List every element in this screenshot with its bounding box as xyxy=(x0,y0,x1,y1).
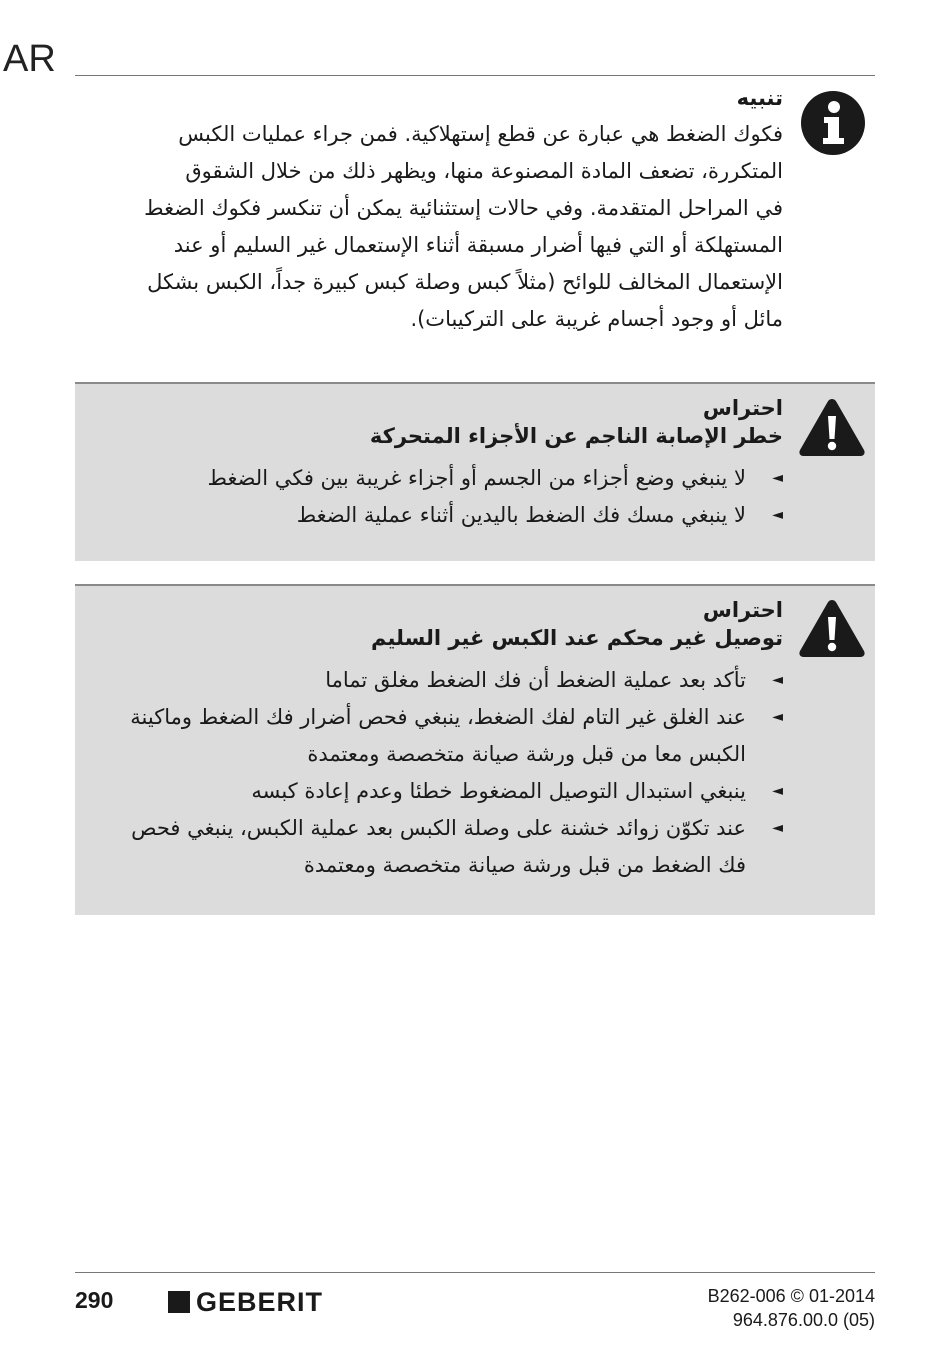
caution-title: خطر الإصابة الناجم عن الأجزاء المتحركة xyxy=(369,424,783,448)
brand-logo xyxy=(168,1287,323,1317)
language-code: AR xyxy=(3,38,56,80)
info-icon xyxy=(800,90,866,156)
list-item-text: عند تكوّن زوائد خشنة على وصلة الكبس بعد عملية الكبس، ينبغي فحص xyxy=(131,816,746,840)
note-line: المتكررة، تضعف المادة المصنوعة منها، ويظهر ذلك من خلال الشقوق xyxy=(185,159,783,183)
doc-reference: B262-006 © 01-2014 xyxy=(707,1286,875,1306)
warning-triangle-icon xyxy=(798,598,866,658)
footer-divider xyxy=(75,1272,875,1273)
document-info xyxy=(708,1284,875,1332)
list-item xyxy=(83,773,783,810)
note-line: مائل أو وجود أجسام غريبة على التركيبات). xyxy=(410,307,783,331)
caution-label: احتراس xyxy=(702,598,783,622)
bullet-triangle-icon: ◄ xyxy=(772,507,783,523)
list-item xyxy=(83,699,783,773)
warning-triangle-icon xyxy=(798,397,866,457)
caution-label: احتراس xyxy=(702,396,783,420)
note-title: تنبيه xyxy=(736,86,783,110)
brand-name: GEBERIT xyxy=(196,1286,324,1317)
caution-title: توصيل غير محكم عند الكبس غير السليم xyxy=(371,626,783,650)
bullet-triangle-icon: ◄ xyxy=(772,820,783,836)
caution-improper-connection xyxy=(83,596,783,884)
note-line: في المراحل المتقدمة. وفي حالات إستثنائية يمكن أن تنكسر فكوك الضغط xyxy=(144,196,783,220)
list-item xyxy=(83,460,783,497)
bullet-triangle-icon: ◄ xyxy=(772,709,783,725)
bullet-triangle-icon: ◄ xyxy=(772,470,783,486)
note-line: الإستعمال المخالف للوائح (مثلاً كبس وصلة كبس كبيرة جداً، الكبس بشكل xyxy=(147,270,783,294)
caution-list xyxy=(83,662,783,884)
bullet-triangle-icon: ◄ xyxy=(772,672,783,688)
list-item-text: ينبغي استبدال التوصيل المضغوط خطئا وعدم إعادة كبسه xyxy=(251,779,746,803)
page-number: 290 xyxy=(75,1287,114,1313)
doc-number: 964.876.00.0 (05) xyxy=(732,1310,875,1330)
caution-moving-parts xyxy=(83,394,783,534)
note-line: فكوك الضغط هي عبارة عن قطع إستهلاكية. فمن جراء عمليات الكبس xyxy=(178,122,783,146)
note-body xyxy=(113,116,783,338)
note-block xyxy=(113,84,783,338)
note-line: المستهلكة أو التي فيها أضرار مسبقة أثناء الإستعمال غير السليم أو عند xyxy=(173,233,783,257)
list-item xyxy=(83,497,783,534)
list-item-text: لا ينبغي وضع أجزاء من الجسم أو أجزاء غريبة بين فكي الضغط xyxy=(207,466,746,490)
list-item-text: عند الغلق غير التام لفك الضغط، ينبغي فحص أضرار فك الضغط وماكينة xyxy=(130,705,746,729)
logo-square-icon xyxy=(168,1291,190,1313)
caution-list xyxy=(83,460,783,534)
list-item-text: تأكد بعد عملية الضغط أن فك الضغط مغلق تماما xyxy=(325,668,746,692)
bullet-triangle-icon: ◄ xyxy=(772,783,783,799)
list-item-text: لا ينبغي مسك فك الضغط باليدين أثناء عملية الضغط xyxy=(296,503,746,527)
list-item-text: فك الضغط من قبل ورشة صيانة متخصصة ومعتمدة xyxy=(303,853,746,877)
list-item-text: الكبس معا من قبل ورشة صيانة متخصصة ومعتمدة xyxy=(307,742,746,766)
list-item xyxy=(83,810,783,884)
list-item xyxy=(83,662,783,699)
header-divider xyxy=(75,75,875,76)
